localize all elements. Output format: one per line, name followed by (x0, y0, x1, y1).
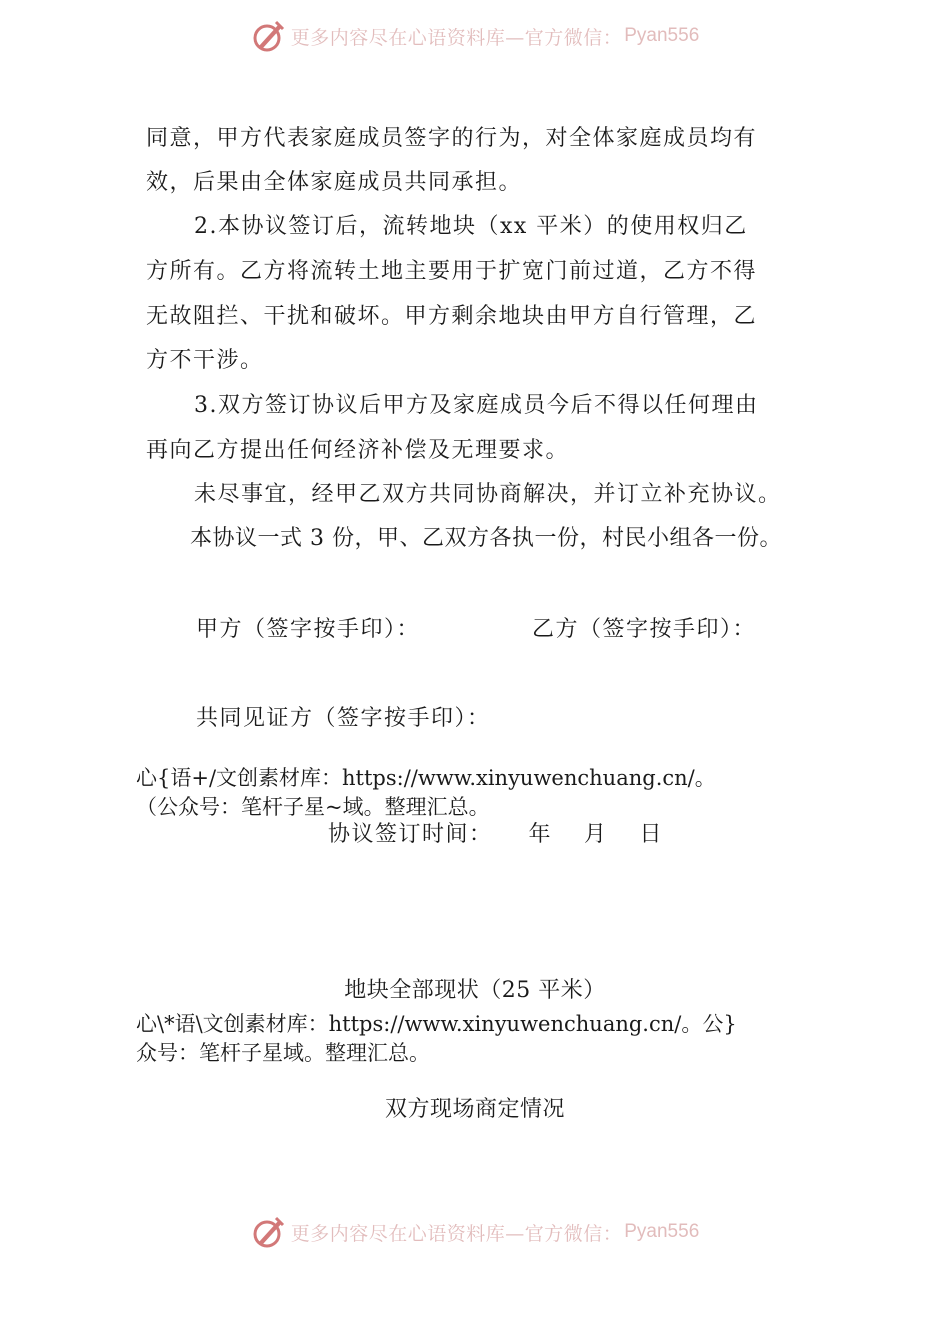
negotiation-title: 双方现场商定情况 (384, 1097, 565, 1122)
header-banner (0, 14, 950, 58)
witness-signature: 共同见证方（签字按手印）： (196, 706, 491, 731)
body-line-4: 方所有。乙方将流转土地主要用于扩宽门前过道，乙方不得 (146, 259, 758, 284)
watermark2-line-2: 众号：笔杆子星域。整理汇总。 (136, 1041, 430, 1065)
footer-banner (0, 1210, 950, 1254)
banner-wechat-id: Pyan556 (624, 1221, 700, 1242)
watermark2-line-1: 心\*语\文创素材库：https://www.xinyuwenchuang.cn/。公} (136, 1012, 737, 1036)
pen-logo-icon (251, 1214, 287, 1250)
body-line-6: 方不干涉。 (146, 348, 264, 373)
body-line-10: 本协议一式 3 份，甲、乙双方各执一份，村民小组各一份。 (190, 526, 782, 551)
plot-title: 地块全部现状（25 平米） (344, 978, 606, 1003)
body-line-9: 未尽事宜，经甲乙双方共同协商解决，并订立补充协议。 (194, 482, 782, 507)
sign-date: 协议签订时间： 年 月 日 (328, 822, 663, 847)
banner-wechat-id: Pyan556 (624, 25, 700, 46)
pen-logo-icon (251, 18, 287, 54)
body-line-5: 无故阻拦、干扰和破坏。甲方剩余地块由甲方自行管理，乙 (146, 304, 758, 329)
banner-text: 更多内容尽在心语资料库—官方微信： (290, 26, 623, 49)
body-line-3: 2.本协议签订后，流转地块（xx 平米）的使用权归乙 (194, 214, 748, 239)
watermark-line-2: （公众号：笔杆子星~域。整理汇总。 (136, 795, 490, 819)
banner-text: 更多内容尽在心语资料库—官方微信： (290, 1222, 623, 1245)
body-line-7: 3.双方签订协议后甲方及家庭成员今后不得以任何理由 (194, 393, 759, 418)
party-b-signature: 乙方（签字按手印）： (532, 617, 757, 642)
party-a-signature: 甲方（签字按手印）： (196, 617, 421, 642)
body-line-1: 同意，甲方代表家庭成员签字的行为，对全体家庭成员均有 (146, 126, 758, 151)
body-line-8: 再向乙方提出任何经济补偿及无理要求。 (146, 438, 570, 463)
body-line-2: 效，后果由全体家庭成员共同承担。 (146, 170, 523, 195)
watermark-line-1: 心{语+/文创素材库：https://www.xinyuwenchuang.cn/。 (136, 766, 716, 790)
